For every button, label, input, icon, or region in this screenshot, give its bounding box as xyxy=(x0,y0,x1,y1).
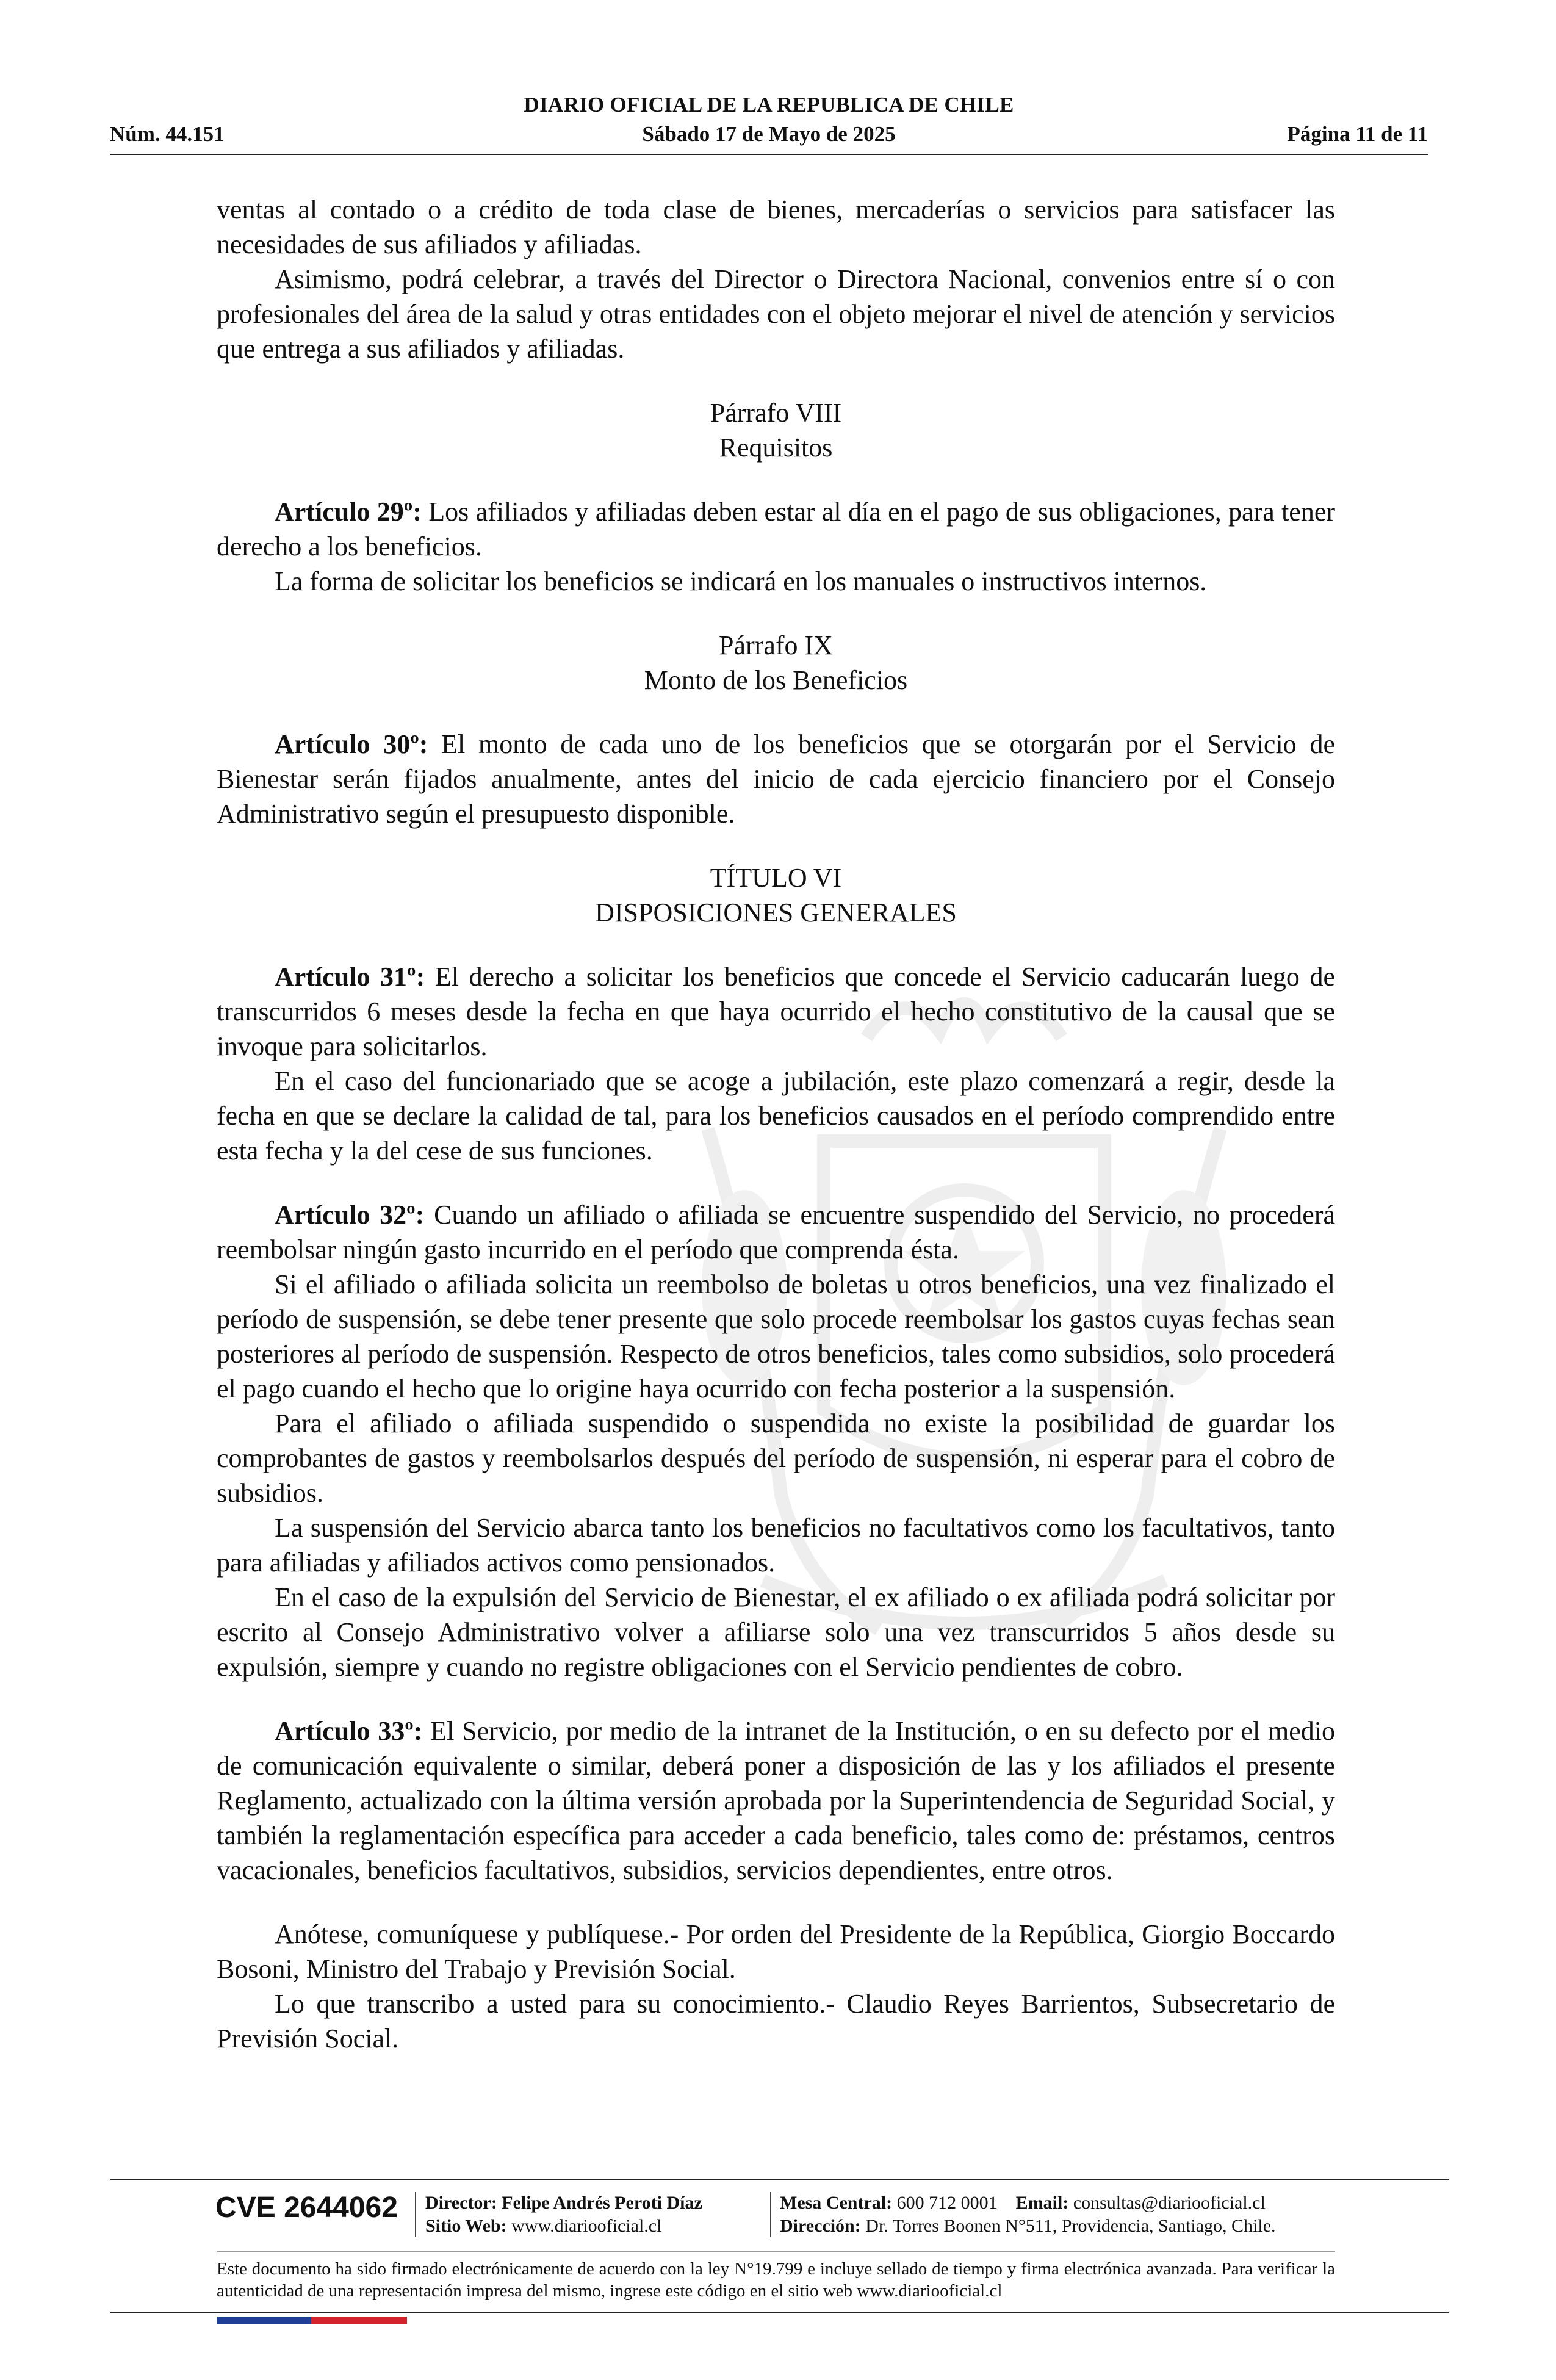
title-heading: TÍTULO VI xyxy=(710,863,842,893)
phone-label: Mesa Central: xyxy=(780,2193,893,2213)
page-number: Página 11 de 11 xyxy=(1287,122,1428,146)
flag-red-segment xyxy=(311,2317,407,2324)
article-text: El monto de cada uno de los beneficios que se otorgarán por el Servicio de Bienestar serán fijados anualmente, antes del inicio de cada ejercicio financiero por el Consejo Administrativo según el presupuesto disponible. xyxy=(217,729,1335,829)
article-29 xyxy=(217,494,1335,564)
paragraph: En el caso de la expulsión del Servicio de Bienestar, el ex afiliado o ex afiliada podrá solicitar por escrito al Consejo Administrativo volver a afiliarse solo una vez transcurridos 5 años desde su expulsión, siempre y cuando no registre obligaciones con el Servicio pendientes de cobro. xyxy=(217,1582,1335,1682)
article-label: Artículo 30º: xyxy=(275,729,428,759)
section-heading: Párrafo IX xyxy=(719,630,833,660)
newspaper-name: DIARIO OFICIAL DE LA REPUBLICA DE CHILE xyxy=(524,93,1014,117)
article-label: Artículo 32º: xyxy=(275,1200,425,1230)
paragraph: ventas al contado o a crédito de toda clase de bienes, mercaderías o servicios para satisfacer las necesidades de sus afiliados y afiliadas. xyxy=(217,195,1335,259)
article-text: El derecho a solicitar los beneficios que concede el Servicio caducarán luego de transcurridos 6 meses desde la fecha en que haya ocurrido el hecho constitutivo de la causal que se invoque para solicitarlos. xyxy=(217,962,1335,1061)
paragraph: La suspensión del Servicio abarca tanto los beneficios no facultativos como los facultativos, tanto para afiliadas y afiliados activos como pensionados. xyxy=(217,1513,1335,1578)
article-label: Artículo 29º: xyxy=(275,497,422,527)
phone-value: 600 712 0001 xyxy=(896,2193,998,2213)
article-32 xyxy=(217,1197,1335,1267)
section-heading: Párrafo VIII xyxy=(710,398,842,428)
footer-inner-divider xyxy=(217,2251,1335,2252)
cve-code: CVE 2644062 xyxy=(215,2191,398,2224)
paragraph: En el caso del funcionariado que se acoge a jubilación, este plazo comenzará a regir, desde la fecha en que se declare la calidad de tal, para los beneficios causados en el período comprendido entre esta fecha y la del cese de sus funciones. xyxy=(217,1066,1335,1166)
paragraph: Asimismo, podrá celebrar, a través del Director o Directora Nacional, convenios entre sí o con profesionales del área de la salud y otras entidades con el objeto mejorar el nivel de atención y servicios que entrega a sus afiliados y afiliadas. xyxy=(217,264,1335,364)
page-header xyxy=(110,93,1428,157)
article-33 xyxy=(217,1714,1335,1888)
address-label: Dirección: xyxy=(780,2216,861,2236)
closing-paragraph: Anótese, comuníquese y publíquese.- Por orden del Presidente de la República, Giorgio Boccardo Bosoni, Ministro del Trabajo y Previsión Social. xyxy=(217,1919,1335,1984)
email-label: Email: xyxy=(1015,2193,1069,2213)
article-text: Cuando un afiliado o afiliada se encuentre suspendido del Servicio, no procederá reembolsar ningún gasto incurrido en el período que comprenda ésta. xyxy=(217,1200,1336,1264)
footer-divider xyxy=(110,2179,1449,2180)
address-value: Dr. Torres Boonen N°511, Providencia, Santiago, Chile. xyxy=(865,2216,1276,2236)
publication-date: Sábado 17 de Mayo de 2025 xyxy=(642,122,896,146)
contact-info xyxy=(780,2191,1276,2238)
article-label: Artículo 31º: xyxy=(275,962,425,992)
section-subheading: Requisitos xyxy=(719,433,833,463)
footer-bottom-divider xyxy=(110,2312,1449,2313)
director-name: Felipe Andrés Peroti Díaz xyxy=(502,2193,702,2213)
document-body xyxy=(217,192,1335,2056)
director-info xyxy=(425,2191,702,2238)
footer-separator xyxy=(770,2192,771,2237)
article-31 xyxy=(217,959,1335,1064)
title-subheading: DISPOSICIONES GENERALES xyxy=(595,898,957,928)
flag-blue-segment xyxy=(217,2317,311,2324)
site-label: Sitio Web: xyxy=(425,2216,507,2236)
legal-notice: Este documento ha sido firmado electrónicamente de acuerdo con la ley N°19.799 e incluye sellado de tiempo y firma electrónica avanzada. Para verificar la autenticidad de una representación impresa del mismo, ingrese este código en el sitio web www.diariooficial.cl xyxy=(217,2259,1335,2301)
closing-paragraph: Lo que transcribo a usted para su conocimiento.- Claudio Reyes Barrientos, Subsecretario de Previsión Social. xyxy=(217,1989,1335,2054)
paragraph: La forma de solicitar los beneficios se indicará en los manuales o instructivos internos. xyxy=(275,566,1207,596)
email-link[interactable]: consultas@diariooficial.cl xyxy=(1073,2193,1266,2213)
article-30 xyxy=(217,727,1335,831)
header-divider xyxy=(110,154,1428,155)
director-label: Director: xyxy=(425,2193,497,2213)
article-text: Los afiliados y afiliadas deben estar al día en el pago de sus obligaciones, para tener derecho a los beneficios. xyxy=(217,497,1336,561)
site-link[interactable]: www.diariooficial.cl xyxy=(511,2216,662,2236)
issue-number: Núm. 44.151 xyxy=(110,122,225,146)
section-subheading: Monto de los Beneficios xyxy=(644,665,908,695)
paragraph: Para el afiliado o afiliada suspendido o suspendida no existe la posibilidad de guardar los comprobantes de gastos y reembolsarlos después del período de suspensión, ni esperar para el cobro de subsidios. xyxy=(217,1408,1335,1508)
article-text: El Servicio, por medio de la intranet de la Institución, o en su defecto por el medio de comunicación equivalente o similar, deberá poner a disposición de las y los afiliados el presente Reglamento, actualizado con la última versión aprobada por la Superintendencia de Seguridad Social, y también la reglamentación específica para acceder a cada beneficio, tales como de: préstamos, centros vacacionales, beneficios facultativos, subsidios, servicios dependientes, entre otros. xyxy=(217,1716,1336,1885)
paragraph: Si el afiliado o afiliada solicita un reembolso de boletas u otros beneficios, una vez finalizado el período de suspensión, se debe tener presente que solo procede reembolsar los gastos cuyas fechas sean posteriores al período de suspensión. Respecto de otros beneficios, tales como subsidios, solo procederá el pago cuando el hecho que lo origine haya ocurrido con fecha posterior a la suspensión. xyxy=(217,1269,1335,1404)
footer-separator xyxy=(415,2192,416,2237)
flag-color-bar xyxy=(217,2317,407,2324)
article-label: Artículo 33º: xyxy=(275,1716,423,1746)
